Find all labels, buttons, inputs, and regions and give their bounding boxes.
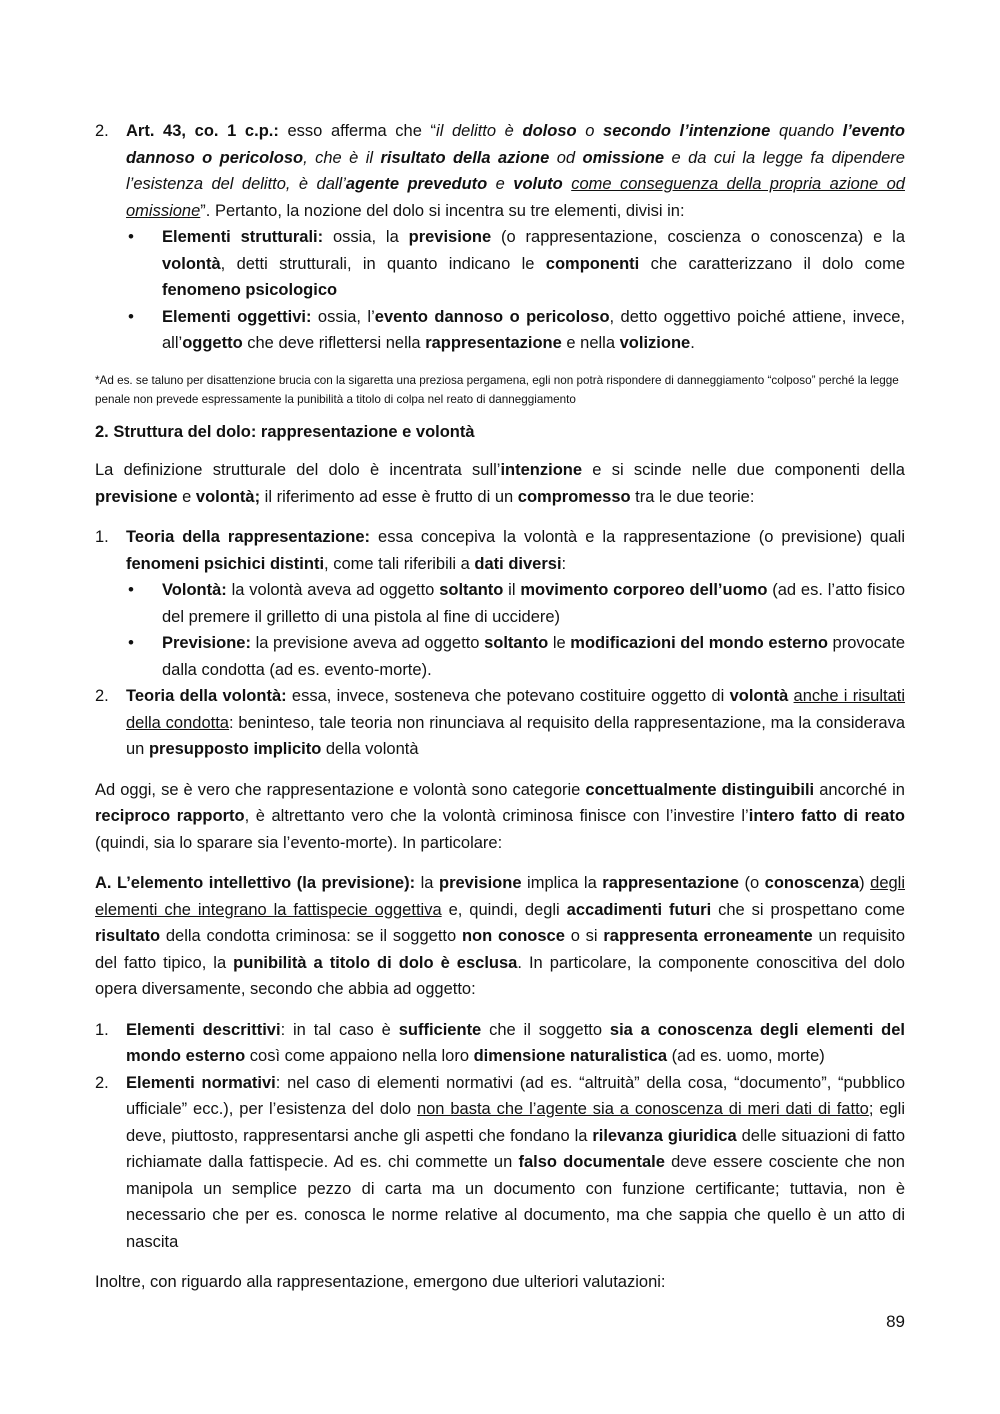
bullet-item: • Elementi strutturali: ossia, la previsione (o rappresentazione, coscienza o conoscenza) e la volontà, detti strutturali, in quanto indicano le componenti che caratterizzano il dolo come fenomeno psicologico [95,224,905,304]
document-page [95,118,905,1296]
list-number: 1. [95,1020,109,1039]
closing-line: Inoltre, con riguardo alla rappresentazione, emergono due ulteriori valutazioni: [95,1273,666,1291]
list-item: 2. Teoria della volontà: essa, invece, sosteneva che potevano costituire oggetto di volontà anche i risultati della condotta: beninteso, tale teoria non rinunciava al requisito della rappresentazione, ma la considerava un presupposto implicito della volontà [95,683,905,763]
bullet-icon: • [128,227,134,246]
list-item: 1. Teoria della rappresentazione: essa concepiva la volontà e la rappresentazione (o previsione) quali fenomeni psichici distinti, come tali riferibili a dati diversi: [95,524,905,577]
bullet-item: • Elementi oggettivi: ossia, l’evento dannoso o pericoloso, detto oggettivo poiché attiene, invece, all’oggetto che deve riflettersi nella rappresentazione e nella volizione. [95,304,905,357]
bullet-icon: • [128,306,134,326]
page-number: 89 [886,1312,905,1331]
bullet-item: • Volontà: la volontà aveva ad oggetto soltanto il movimento corporeo dell’uomo (ad es. l’atto fisico del premere il grilletto di una pistola al fine di uccidere) [95,577,905,630]
list-number: 2. [95,687,109,705]
bullet-item: • Previsione: la previsione aveva ad oggetto soltanto le modificazioni del mondo esterno provocate dalla condotta (ad es. evento-morte). [95,630,905,683]
article-reference: Art. 43, co. 1 c.p.: [126,122,279,140]
elements-list [95,1017,905,1256]
intro-paragraph: La definizione strutturale del dolo è incentrata sull’intenzione e si scinde nelle due componenti della previsione e volontà; il riferimento ad esse è frutto di un compromesso tra le due teorie: [95,461,905,506]
list-number: 2. [95,1073,109,1092]
article-43-item: 2. Art. 43, co. 1 c.p.: esso afferma che “il delitto è doloso o secondo l’intenzione quando l’evento dannoso o pericoloso, che è il risultato della azione od omissione e da cui la legge fa dipendere l’esistenza del delitto, è dall’agente preveduto e voluto come conseguenza della propria azione od omissione”. Pertanto, la nozione del dolo si incentra su tre elementi, divisi in: [95,118,905,224]
list-number: 2. [95,122,109,140]
theories-list [95,524,905,763]
section-title: 2. Struttura del dolo: rappresentazione e volontà [95,422,475,441]
body-paragraph: Ad oggi, se è vero che rappresentazione e volontà sono categorie concettualmente distinguibili ancorché in reciproco rapporto, è altrettanto vero che la volontà criminosa finisce con l’investire l’intero fatto di reato (quindi, sia lo sparare sia l’evento-morte). In particolare: [95,780,905,852]
footnote: *Ad es. se taluno per disattenzione brucia con la sigaretta una preziosa pergamena, egli non potrà rispondere di danneggiamento “colposo” perché la legge penale non prevede espressamente la punibilità a titolo di colpa nel reato di danneggiamento [95,373,899,406]
bullet-icon: • [128,633,134,652]
list-item: 1. Elementi descrittivi: in tal caso è sufficiente che il soggetto sia a conoscenza degli elementi del mondo esterno così come appaiono nella loro dimensione naturalistica (ad es. uomo, morte) [95,1017,905,1070]
list-item: 2. Elementi normativi: nel caso di elementi normativi (ad es. “altruità” della cosa, “documento”, “pubblico ufficiale” ecc.), per l’esistenza del dolo non basta che l’agente sia a conoscenza di meri dati di fatto; egli deve, piuttosto, rappresentarsi anche gli aspetti che fondano la rilevanza giuridica delle situazioni di fatto richiamate dalla fattispecie. Ad es. chi commette un falso documentale deve essere cosciente che non manipola un semplice pezzo di carta ma un documento con funzione certificante; tuttavia, non è necessario che per es. conosca le norme relative al documento, ma che sappia che quello è un atto di nascita [95,1070,905,1256]
list-number: 1. [95,528,109,546]
body-paragraph: A. L’elemento intellettivo (la previsione): la previsione implica la rappresentazione (o conoscenza) degli elementi che integrano la fattispecie oggettiva e, quindi, degli accadimenti futuri che si prospettano come risultato della condotta criminosa: se il soggetto non conosce o si rappresenta erroneamente un requisito del fatto tipico, la punibilità a titolo di dolo è esclusa. In particolare, la componente conoscitiva del dolo opera diversamente, secondo che abbia ad oggetto: [95,874,906,998]
bullet-icon: • [128,580,134,599]
